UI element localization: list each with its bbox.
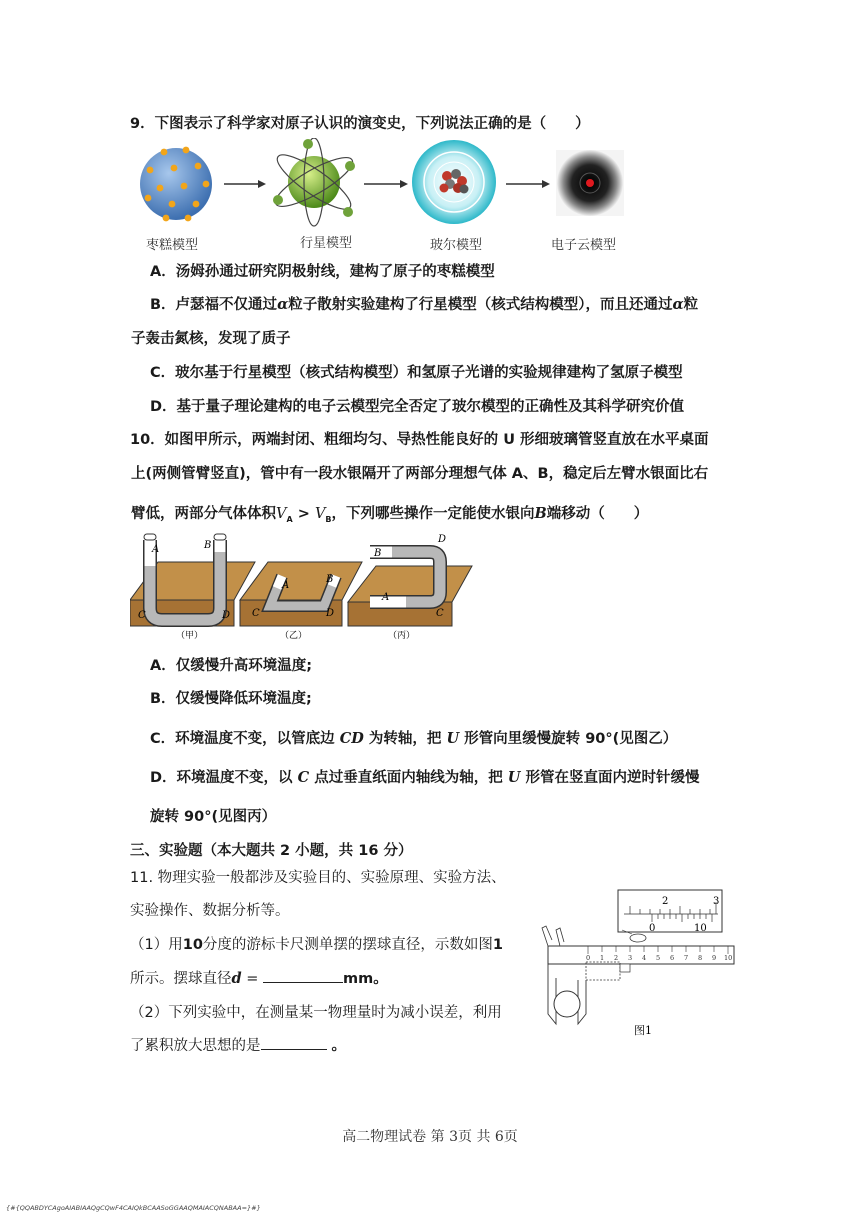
caption-bohr: 玻尔模型 xyxy=(430,238,483,253)
q10-option-a: A．仅缓慢升高环境温度; xyxy=(150,658,313,674)
caption-planetary: 行星模型 xyxy=(300,236,353,251)
fig-jia-label-b: B xyxy=(204,540,212,551)
planetary-model-image xyxy=(270,138,358,226)
q9-stem: 9．下图表示了科学家对原子认识的演变史，下列说法正确的是（ ） xyxy=(130,116,590,132)
fig-bing-label-d: D xyxy=(438,534,447,545)
fig-yi-label-c: C xyxy=(252,608,260,619)
q10-option-d-line1: D．环境温度不变，以 C 点过垂直纸面内轴线为轴，把 U 形管在竖直面内逆时针缓慢 xyxy=(150,769,700,786)
q9-atom-models-figure xyxy=(138,138,638,230)
bohr-model-image xyxy=(412,140,496,224)
q11-stem-line2: 实验操作、数据分析等。 xyxy=(130,903,290,919)
fig-bing-label-b: B xyxy=(374,548,382,559)
fig-caption-bing: （丙） xyxy=(388,631,416,641)
q9-option-c: C．玻尔基于行星模型（核式结构模型）和氢原子光谱的实验规律建构了氢原子模型 xyxy=(150,365,683,381)
figure-jia xyxy=(130,534,255,641)
main-scale-0: 0 xyxy=(586,954,591,962)
document-code: {#{QQABDYCAgoAIABIAAQgCQwF4CAIQkBCAASoGGAAQMAIACQNABAA=}#} xyxy=(6,1204,261,1212)
q9-option-b-line1: B．卢瑟福不仅通过α粒子散射实验建构了行星模型（核式结构模型），而且还通过α粒 xyxy=(150,296,699,313)
q10-stem-line1: 10．如图甲所示，两端封闭、粗细均匀、导热性能良好的 U 形细玻璃管竖直放在水平桌面 xyxy=(130,432,709,448)
fig-caption-jia: （甲） xyxy=(176,631,204,641)
fig-jia-label-c: C xyxy=(138,610,146,621)
fig-jia-label-d: D xyxy=(222,610,231,621)
section-3-heading: 三、实验题（本大题共 2 小题，共 16 分） xyxy=(130,843,413,859)
main-scale-8: 8 xyxy=(698,954,703,962)
zoom-vernier-label-0: 0 xyxy=(649,923,656,934)
q9-option-a: A．汤姆孙通过研究阴极射线，建构了原子的枣糕模型 xyxy=(150,264,495,280)
q11-part2-line2: 了累积放大思想的是 。 xyxy=(130,1034,346,1055)
fig-jia-label-a: A xyxy=(152,544,160,555)
main-scale-3: 3 xyxy=(628,954,633,962)
main-scale-10: 10 xyxy=(724,954,733,962)
figure-bing xyxy=(348,534,472,641)
q10-option-d-line2: 旋转 90°(见图丙） xyxy=(150,809,277,825)
q9-option-b-line2: 子轰击氮核，发现了质子 xyxy=(131,331,291,347)
fig-bing-label-a: A xyxy=(382,592,390,603)
q11-vernier-caliper-figure xyxy=(534,888,764,1038)
q10-u-tube-figure xyxy=(130,530,475,645)
answer-blank-diameter[interactable] xyxy=(263,968,343,983)
answer-blank-method[interactable] xyxy=(261,1035,327,1050)
main-scale-4: 4 xyxy=(642,954,647,962)
q9-option-d: D．基于量子理论建构的电子云模型完全否定了玻尔模型的正确性及其科学研究价值 xyxy=(150,399,685,415)
main-scale-1: 1 xyxy=(600,954,605,962)
main-scale-2: 2 xyxy=(614,954,619,962)
electron-cloud-model-image xyxy=(556,150,624,216)
main-scale-5: 5 xyxy=(656,954,661,962)
figure-1-caption: 图1 xyxy=(634,1024,652,1037)
fig-yi-label-d: D xyxy=(326,608,335,619)
q10-option-b: B．仅缓慢降低环境温度; xyxy=(150,691,312,707)
zoom-main-label-2: 2 xyxy=(662,896,669,907)
caption-electron-cloud: 电子云模型 xyxy=(551,238,617,253)
figure-yi xyxy=(240,562,362,641)
q10-option-c: C．环境温度不变，以管底边 CD 为转轴，把 U 形管向里缓慢旋转 90°(见图乙） xyxy=(150,730,678,747)
fig-yi-label-a: A xyxy=(282,580,290,591)
q11-part1-line1: （1）用10分度的游标卡尺测单摆的摆球直径，示数如图1 xyxy=(130,937,504,953)
zoom-main-label-3: 3 xyxy=(713,896,720,907)
zoom-vernier-label-10: 10 xyxy=(694,923,707,934)
fig-bing-label-c: C xyxy=(436,608,444,619)
q11-part1-line2: 所示。摆球直径d = mm。 xyxy=(130,970,388,987)
q10-stem-line2: 上(两侧管臂竖直)，管中有一段水银隔开了两部分理想气体 A、B，稳定后左臂水银面比右 xyxy=(131,466,709,482)
q11-stem-line1: 11. 物理实验一般都涉及实验目的、实验原理、实验方法、 xyxy=(130,870,506,886)
main-scale-6: 6 xyxy=(670,954,675,962)
main-scale-7: 7 xyxy=(684,954,689,962)
main-scale-9: 9 xyxy=(712,954,717,962)
fig-yi-label-b: B xyxy=(326,574,334,585)
caption-plum-pudding: 枣糕模型 xyxy=(146,238,199,253)
q10-stem-line3: 臂低，两部分气体体积$V_A > V_B$，下列哪些操作一定能使水银向B端移动（ ） xyxy=(131,505,649,524)
page-footer: 高二物理试卷 第 3页 共 6页 xyxy=(342,1129,518,1145)
q11-part2-line1: （2）下列实验中，在测量某一物理量时为减小误差，利用 xyxy=(130,1005,502,1021)
fig-caption-yi: （乙） xyxy=(280,631,308,641)
plum-pudding-model-image xyxy=(140,147,212,222)
